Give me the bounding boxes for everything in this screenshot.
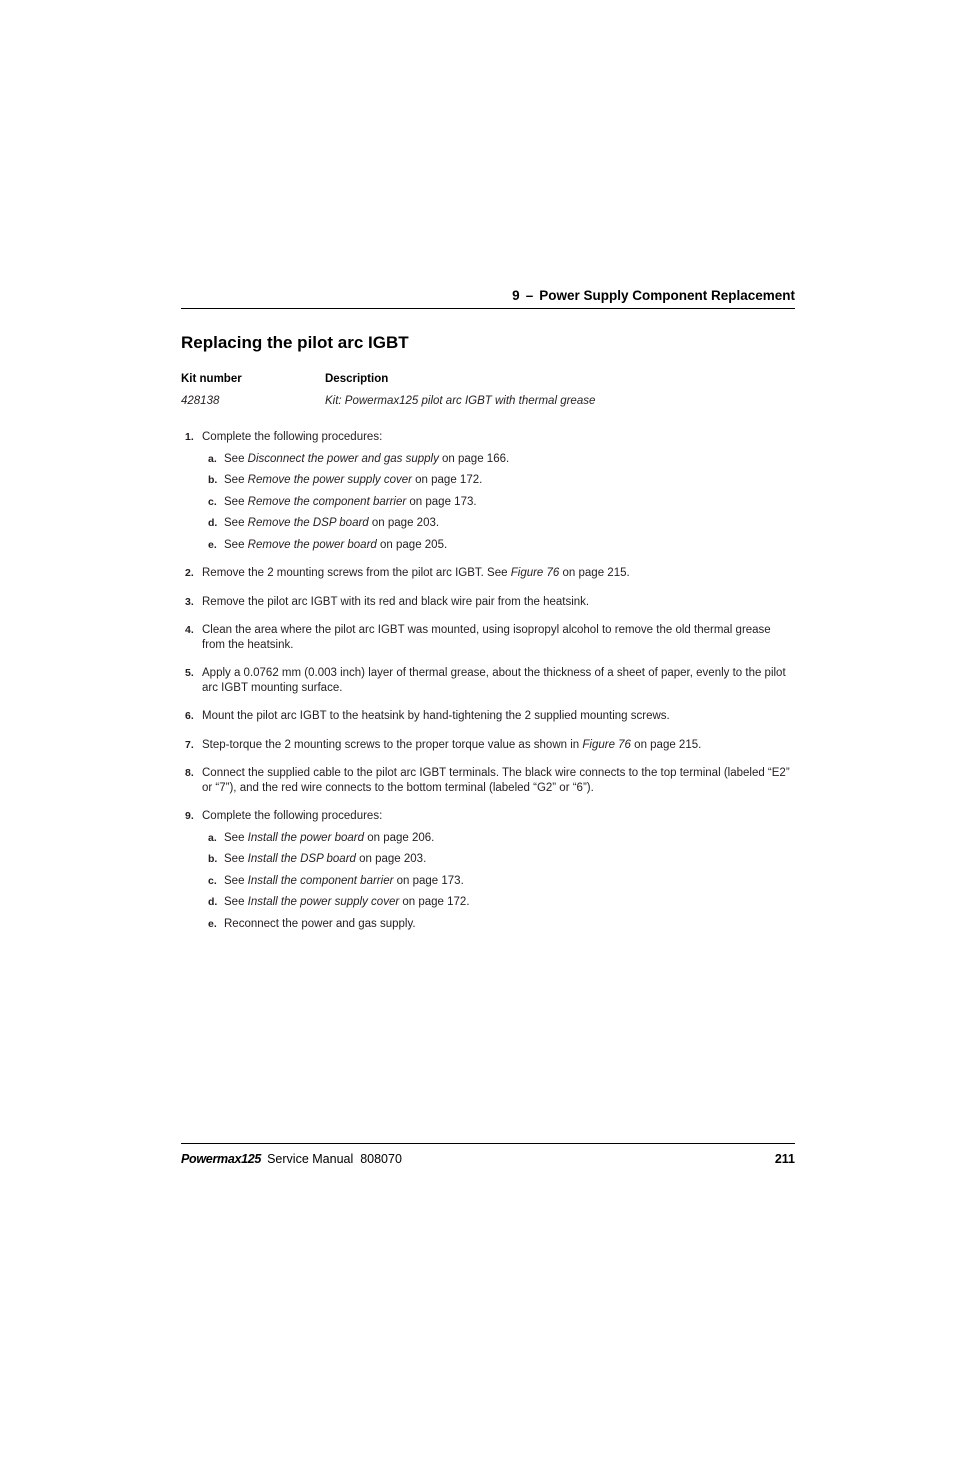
step-number: 5.	[185, 667, 194, 679]
procedure-reference: Install the component barrier	[247, 874, 394, 887]
kit-description-value: Kit: Powermax125 pilot arc IGBT with thermal grease	[325, 395, 596, 407]
substep-letter: c.	[208, 874, 217, 887]
chapter-dash: –	[525, 288, 534, 303]
procedure-reference: Install the DSP board	[247, 853, 356, 865]
step-text-end: on page 215.	[562, 567, 630, 579]
step-text: Clean the area where the pilot arc IGBT was mounted, using isopropyl alcohol to remove the old thermal grease from the heatsink.	[202, 624, 771, 651]
kit-table-row	[181, 395, 795, 417]
substep-see: See	[224, 831, 245, 844]
procedure-reference: Remove the power supply cover	[247, 474, 412, 486]
substep-letter: e.	[208, 538, 217, 551]
substep-letter: c.	[208, 495, 217, 508]
substep-page: on page 173.	[396, 874, 464, 887]
procedure-substep	[181, 895, 795, 910]
procedure-substep	[181, 917, 795, 932]
chapter-title: Power Supply Component Replacement	[539, 288, 795, 303]
substep-see: See	[224, 853, 245, 865]
procedure-step	[181, 430, 795, 445]
procedure-step	[181, 809, 795, 824]
procedure-reference: Disconnect the power and gas supply	[247, 452, 439, 465]
step-text-end: on page 215.	[634, 738, 702, 751]
procedure-step	[181, 623, 795, 652]
chapter-number: 9	[512, 288, 520, 303]
procedure-step	[181, 709, 795, 724]
kit-number-value: 428138	[181, 395, 220, 407]
step-text: Connect the supplied cable to the pilot arc IGBT terminals. The black wire connects to the top terminal (labeled “E2” or “7”), and the red wire connects to the bottom terminal (labeled “G2” or “6”).	[202, 767, 790, 794]
step-text: Complete the following procedures:	[202, 431, 383, 443]
procedure-steps	[181, 430, 795, 931]
footer-manual-info	[181, 1152, 402, 1166]
substep-see: See	[224, 896, 245, 908]
chapter-header	[512, 288, 795, 303]
substep-page: on page 172.	[415, 474, 483, 486]
substep-letter: e.	[208, 917, 217, 930]
manual-name: Service Manual	[267, 1152, 354, 1166]
manual-part-number: 808070	[360, 1152, 402, 1166]
page-number: 211	[774, 1152, 795, 1166]
footer-rule	[181, 1143, 795, 1144]
step-number: 2.	[185, 567, 194, 579]
procedure-reference: Remove the DSP board	[247, 517, 369, 529]
procedure-substep	[181, 538, 795, 553]
procedure-step	[181, 566, 795, 581]
procedure-reference: Install the power board	[247, 831, 365, 844]
header-rule	[181, 308, 795, 309]
substep-page: on page 205.	[380, 538, 448, 551]
substep-see: See	[224, 495, 245, 508]
step-number: 4.	[185, 624, 194, 636]
product-brand: Powermax125	[181, 1152, 262, 1166]
step-number: 7.	[185, 738, 194, 751]
step-text: Step-torque the 2 mounting screws to the proper torque value as shown in	[202, 738, 580, 751]
substep-see: See	[224, 874, 245, 887]
step-text: Remove the 2 mounting screws from the pilot arc IGBT. See	[202, 567, 508, 579]
kit-number-header: Kit number	[181, 373, 242, 385]
procedure-step	[181, 766, 795, 795]
substep-page: on page 166.	[442, 452, 510, 465]
kit-table	[181, 373, 795, 417]
substep-see: See	[224, 517, 245, 529]
kit-table-header-row	[181, 373, 795, 395]
procedure-step	[181, 738, 795, 753]
substep-letter: d.	[208, 517, 218, 529]
step-number: 1.	[185, 431, 194, 443]
substep-letter: b.	[208, 474, 218, 486]
substep-page: on page 173.	[409, 495, 477, 508]
substep-see: See	[224, 452, 245, 465]
procedure-substep	[181, 473, 795, 488]
procedure-substep	[181, 852, 795, 867]
page-title: Replacing the pilot arc IGBT	[181, 333, 409, 352]
substep-letter: a.	[208, 452, 217, 465]
procedure-reference: Remove the power board	[247, 538, 377, 551]
description-header: Description	[325, 373, 389, 385]
procedure-step	[181, 666, 795, 695]
procedure-substep	[181, 831, 795, 846]
procedure-substep	[181, 452, 795, 467]
step-number: 8.	[185, 767, 194, 779]
procedure-substep	[181, 874, 795, 889]
step-text: Apply a 0.0762 mm (0.003 inch) layer of thermal grease, about the thickness of a sheet of paper, evenly to the pilot arc IGBT mounting surface.	[202, 667, 786, 694]
step-number: 9.	[185, 810, 194, 822]
procedure-reference: Remove the component barrier	[247, 495, 407, 508]
figure-reference: Figure 76	[510, 567, 560, 579]
substep-page: on page 206.	[367, 831, 435, 844]
substep-letter: b.	[208, 853, 218, 865]
procedure-step	[181, 595, 795, 610]
step-number: 6.	[185, 710, 194, 722]
step-text: Mount the pilot arc IGBT to the heatsink by hand-tightening the 2 supplied mounting screws.	[202, 710, 670, 722]
substep-letter: d.	[208, 896, 218, 908]
substep-see: See	[224, 474, 245, 486]
substep-text: Reconnect the power and gas supply.	[224, 917, 416, 930]
procedure-substep	[181, 495, 795, 510]
step-text: Complete the following procedures:	[202, 810, 383, 822]
substep-page: on page 203.	[359, 853, 427, 865]
figure-reference: Figure 76	[582, 738, 631, 751]
step-text: Remove the pilot arc IGBT with its red and black wire pair from the heatsink.	[202, 595, 590, 608]
substep-see: See	[224, 538, 245, 551]
step-number: 3.	[185, 595, 194, 608]
procedure-reference: Install the power supply cover	[247, 896, 400, 908]
substep-page: on page 172.	[402, 896, 470, 908]
substep-page: on page 203.	[371, 517, 440, 529]
substep-letter: a.	[208, 831, 217, 844]
procedure-substep	[181, 516, 795, 531]
